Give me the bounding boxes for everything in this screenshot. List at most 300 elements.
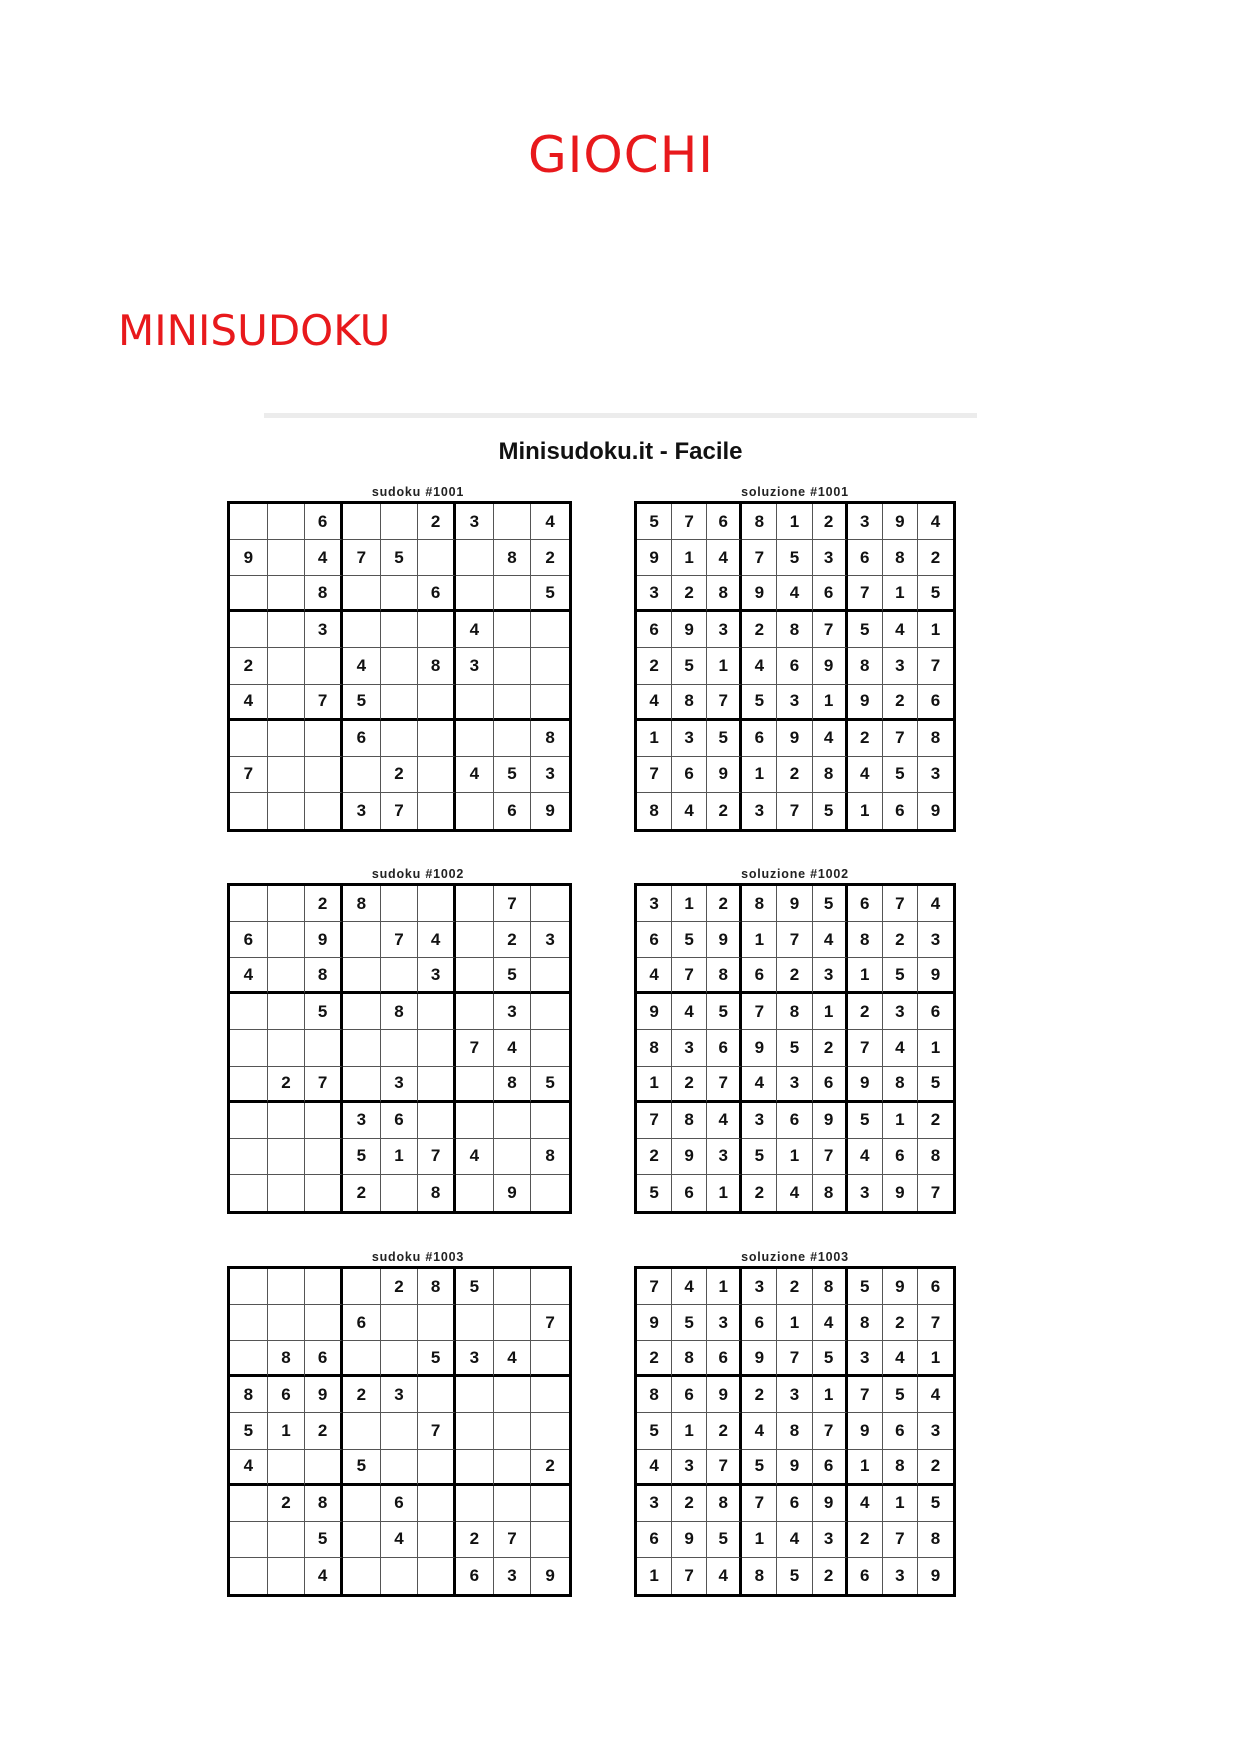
sudoku-cell: [456, 922, 494, 958]
sudoku-cell: 4: [456, 612, 494, 648]
sudoku-cell: 4: [672, 994, 707, 1030]
sudoku-sheet-image: [243, 410, 977, 1610]
sudoku-cell: 1: [883, 576, 918, 612]
sudoku-cell: 2: [918, 1450, 953, 1486]
sudoku-cell: 5: [848, 612, 883, 648]
sudoku-cell: 5: [813, 1341, 848, 1377]
sudoku-cell: 4: [230, 1450, 268, 1486]
sudoku-cell: [456, 1103, 494, 1139]
sudoku-cell: 4: [777, 1175, 812, 1211]
sudoku-cell: 7: [883, 886, 918, 922]
sudoku-cell: [418, 886, 456, 922]
sudoku-cell: 6: [305, 1341, 343, 1377]
sudoku-cell: 6: [707, 1341, 742, 1377]
sudoku-cell: [268, 648, 306, 684]
sudoku-cell: 4: [672, 1269, 707, 1305]
sudoku-cell: 5: [381, 540, 419, 576]
sudoku-cell: [381, 685, 419, 721]
sudoku-cell: 5: [343, 1139, 381, 1175]
sudoku-cell: [381, 958, 419, 994]
sudoku-cell: 7: [707, 1067, 742, 1103]
sudoku-cell: [381, 576, 419, 612]
sudoku-cell: 4: [742, 1067, 777, 1103]
sudoku-cell: 4: [742, 1413, 777, 1449]
sudoku-cell: 3: [343, 793, 381, 829]
sudoku-cell: 3: [531, 922, 569, 958]
sudoku-cell: 5: [637, 504, 672, 540]
sudoku-cell: 8: [707, 958, 742, 994]
sudoku-cell: 5: [230, 1413, 268, 1449]
sudoku-cell: [418, 1103, 456, 1139]
sudoku-cell: 5: [672, 922, 707, 958]
sudoku-cell: 2: [305, 886, 343, 922]
sudoku-cell: [456, 1413, 494, 1449]
sudoku-cell: 5: [707, 994, 742, 1030]
sudoku-cell: 4: [883, 1341, 918, 1377]
sudoku-cell: [381, 1341, 419, 1377]
sudoku-cell: 8: [418, 1175, 456, 1211]
sudoku-cell: 7: [637, 757, 672, 793]
sudoku-cell: 9: [230, 540, 268, 576]
sudoku-cell: [230, 1175, 268, 1211]
sudoku-cell: [381, 721, 419, 757]
grid-caption: sudoku #1003: [371, 1250, 465, 1264]
sudoku-cell: [343, 576, 381, 612]
sudoku-cell: [456, 540, 494, 576]
sudoku-cell: 2: [637, 1139, 672, 1175]
sudoku-cell: 4: [343, 648, 381, 684]
sudoku-cell: 7: [531, 1305, 569, 1341]
sudoku-cell: 8: [531, 1139, 569, 1175]
sudoku-cell: 9: [930, 800, 941, 820]
sudoku-cell: 7: [637, 1269, 672, 1305]
page-title: GIOCHI: [527, 126, 715, 184]
sudoku-cell: 2: [305, 1413, 343, 1449]
grid-caption: sudoku #1001: [371, 485, 465, 499]
sudoku-cell: 9: [672, 1522, 707, 1558]
sudoku-cell: 5: [637, 1413, 672, 1449]
sudoku-cell: [268, 1522, 306, 1558]
sudoku-cell: 2: [742, 612, 777, 648]
grid-caption: sudoku #1002: [371, 867, 465, 881]
sudoku-cell: [418, 612, 456, 648]
sudoku-cell: 6: [418, 576, 456, 612]
sudoku-cell: 3: [531, 757, 569, 793]
puzzle-1002-block: [227, 867, 572, 1214]
sudoku-cell: 5: [343, 685, 381, 721]
sudoku-cell: 9: [813, 1486, 848, 1522]
sudoku-cell: 1: [918, 1030, 953, 1066]
sudoku-cell: [456, 994, 494, 1030]
sudoku-cell: 9: [707, 757, 742, 793]
sudoku-cell: [381, 886, 419, 922]
sudoku-cell: [418, 1305, 456, 1341]
grid-caption: soluzione #1003: [741, 1250, 849, 1264]
sudoku-cell: 2: [918, 540, 953, 576]
sudoku-cell: 4: [848, 1139, 883, 1175]
sudoku-cell: 3: [883, 1558, 918, 1594]
sudoku-cell: 4: [305, 1558, 343, 1594]
sudoku-cell: 2: [381, 1269, 419, 1305]
sudoku-cell: 6: [777, 1103, 812, 1139]
sudoku-cell: 4: [883, 612, 918, 648]
sudoku-cell: 5: [456, 1269, 494, 1305]
sudoku-cell: 9: [637, 994, 672, 1030]
sudoku-cell: 9: [777, 721, 812, 757]
sudoku-cell: 3: [381, 1067, 419, 1103]
sudoku-cell: [494, 1103, 532, 1139]
sudoku-cell: 8: [883, 1450, 918, 1486]
sudoku-cell: 2: [418, 504, 456, 540]
sudoku-cell: 8: [848, 1305, 883, 1341]
sudoku-cell: [343, 1522, 381, 1558]
sudoku-cell: [268, 1175, 306, 1211]
sudoku-cell: [531, 612, 569, 648]
sudoku-cell: 2: [637, 1341, 672, 1377]
sudoku-cell: 6: [848, 540, 883, 576]
sudoku-cell: [305, 1175, 343, 1211]
sudoku-cell: 7: [230, 757, 268, 793]
sudoku-cell: 6: [456, 1558, 494, 1594]
sudoku-cell: 9: [777, 886, 812, 922]
sudoku-cell: 5: [707, 721, 742, 757]
sudoku-cell: 2: [230, 648, 268, 684]
sudoku-cell: 1: [637, 721, 672, 757]
sudoku-cell: [531, 685, 569, 721]
sudoku-cell: 3: [456, 1341, 494, 1377]
sudoku-cell: 1: [742, 922, 777, 958]
sudoku-cell: 2: [883, 685, 918, 721]
sudoku-cell: [343, 1486, 381, 1522]
sudoku-cell: 2: [531, 540, 569, 576]
sudoku-cell: 9: [883, 1175, 918, 1211]
sudoku-cell: 4: [637, 685, 672, 721]
sudoku-cell: 7: [343, 540, 381, 576]
sudoku-cell: 7: [777, 922, 812, 958]
sudoku-cell: [418, 1030, 456, 1066]
sudoku-cell: 9: [883, 504, 918, 540]
sudoku-cell: 8: [494, 540, 532, 576]
sudoku-cell: [381, 648, 419, 684]
sudoku-cell: [456, 958, 494, 994]
sudoku-cell: 6: [494, 793, 532, 829]
sudoku-cell: 9: [848, 1413, 883, 1449]
sudoku-cell: 1: [813, 685, 848, 721]
sudoku-cell: [531, 994, 569, 1030]
sudoku-cell: 6: [742, 958, 777, 994]
sudoku-cell: [305, 648, 343, 684]
sudoku-cell: 5: [883, 757, 918, 793]
sudoku-cell: 9: [637, 540, 672, 576]
sudoku-cell: [305, 1103, 343, 1139]
sudoku-cell: [343, 612, 381, 648]
sudoku-cell: 7: [813, 1413, 848, 1449]
sudoku-cell: 8: [813, 1175, 848, 1211]
sudoku-cell: [268, 958, 306, 994]
sudoku-cell: 2: [672, 1067, 707, 1103]
sudoku-cell: 6: [813, 1450, 848, 1486]
sudoku-cell: 2: [918, 1103, 953, 1139]
section-title: MINISUDOKU: [118, 306, 391, 355]
sudoku-cell: [418, 994, 456, 1030]
sudoku-cell: 6: [343, 1305, 381, 1341]
puzzle-1003-block: [227, 1250, 572, 1597]
sudoku-cell: [230, 793, 268, 829]
sudoku-cell: 3: [777, 1067, 812, 1103]
sudoku-cell: 3: [918, 757, 953, 793]
sudoku-cell: 5: [813, 793, 848, 829]
sudoku-cell: [230, 1030, 268, 1066]
sudoku-cell: 5: [531, 1067, 569, 1103]
sudoku-cell: [418, 1450, 456, 1486]
sudoku-cell: [268, 1139, 306, 1175]
sudoku-cell: [230, 1486, 268, 1522]
sudoku-cell: 5: [494, 958, 532, 994]
sudoku-cell: 9: [742, 1341, 777, 1377]
sudoku-cell: [494, 504, 532, 540]
sudoku-cell: [456, 1377, 494, 1413]
sudoku-cell: 8: [305, 1486, 343, 1522]
sudoku-cell: 4: [637, 1450, 672, 1486]
sudoku-cell: 2: [777, 757, 812, 793]
sudoku-cell: 3: [637, 1486, 672, 1522]
sudoku-cell: [268, 612, 306, 648]
sudoku-cell: 7: [742, 1486, 777, 1522]
sudoku-cell: 3: [813, 958, 848, 994]
sudoku-cell: 8: [707, 576, 742, 612]
sudoku-cell: 2: [707, 793, 742, 829]
sudoku-cell: [418, 540, 456, 576]
sudoku-cell: 8: [742, 886, 777, 922]
sudoku-cell: 7: [418, 1413, 456, 1449]
sudoku-cell: [531, 958, 569, 994]
sudoku-cell: 5: [742, 685, 777, 721]
sudoku-cell: 2: [707, 886, 742, 922]
sudoku-cell: [456, 1067, 494, 1103]
sudoku-cell: 9: [742, 1030, 777, 1066]
sudoku-cell: 9: [930, 1565, 941, 1585]
sudoku-cell: 1: [848, 958, 883, 994]
sudoku-cell: 4: [883, 1030, 918, 1066]
sudoku-cell: 6: [707, 504, 742, 540]
sudoku-cell: 8: [305, 576, 343, 612]
sudoku-cell: [418, 1067, 456, 1103]
sudoku-cell: 2: [381, 757, 419, 793]
sudoku-cell: 1: [707, 1269, 742, 1305]
sudoku-cell: [268, 793, 306, 829]
sudoku-cell: 4: [848, 1486, 883, 1522]
sudoku-cell: 3: [456, 648, 494, 684]
sudoku-cell: 7: [813, 1139, 848, 1175]
sudoku-cell: [381, 1413, 419, 1449]
sudoku-cell: [268, 1558, 306, 1594]
sudoku-cell: 8: [848, 648, 883, 684]
sudoku-cell: 4: [777, 576, 812, 612]
sudoku-cell: 3: [742, 1103, 777, 1139]
sudoku-cell: 7: [883, 721, 918, 757]
sudoku-cell: 6: [742, 721, 777, 757]
sudoku-cell: 8: [672, 1341, 707, 1377]
sudoku-cell: 8: [707, 1486, 742, 1522]
sudoku-cell: [531, 1103, 569, 1139]
sudoku-cell: 7: [494, 1522, 532, 1558]
sudoku-cell: [230, 1305, 268, 1341]
sudoku-cell: [230, 612, 268, 648]
sudoku-cell: 5: [777, 540, 812, 576]
sudoku-cell: [305, 1269, 343, 1305]
sudoku-cell: 3: [742, 1269, 777, 1305]
sudoku-cell: 9: [305, 922, 343, 958]
sudoku-cell: 4: [707, 540, 742, 576]
sudoku-cell: [494, 1450, 532, 1486]
sudoku-cell: 9: [672, 612, 707, 648]
sudoku-cell: 2: [672, 576, 707, 612]
sudoku-cell: [381, 1558, 419, 1594]
sudoku-cell: 5: [672, 648, 707, 684]
sudoku-cell: 6: [813, 1067, 848, 1103]
sudoku-cell: [531, 648, 569, 684]
sudoku-cell: 2: [531, 1450, 569, 1486]
sudoku-cell: 7: [742, 540, 777, 576]
sudoku-cell: [268, 721, 306, 757]
sudoku-cell: [494, 1413, 532, 1449]
sudoku-cell: 7: [305, 685, 343, 721]
sudoku-cell: [343, 1558, 381, 1594]
sudoku-cell: 7: [637, 1103, 672, 1139]
sudoku-cell: 4: [230, 958, 268, 994]
solution-1003-block: [634, 1250, 956, 1597]
sudoku-cell: 9: [494, 1175, 532, 1211]
sudoku-cell: 3: [777, 1377, 812, 1413]
sudoku-cell: 6: [672, 1175, 707, 1211]
sudoku-cell: [230, 1522, 268, 1558]
sudoku-cell: 1: [637, 1558, 672, 1594]
sudoku-cell: [418, 1522, 456, 1558]
sudoku-cell: [381, 1175, 419, 1211]
sudoku-cell: 2: [848, 994, 883, 1030]
sudoku-cell: [230, 886, 268, 922]
sudoku-cell: 7: [707, 1450, 742, 1486]
sheet-top-bar: [264, 413, 977, 418]
sudoku-cell: [268, 540, 306, 576]
sudoku-cell: [268, 886, 306, 922]
sudoku-cell: [230, 1103, 268, 1139]
sudoku-cell: 2: [813, 1558, 848, 1594]
sudoku-cell: [531, 1030, 569, 1066]
sudoku-cell: 9: [637, 1305, 672, 1341]
sudoku-cell: 5: [777, 1030, 812, 1066]
sudoku-cell: 2: [268, 1486, 306, 1522]
sudoku-cell: 8: [777, 994, 812, 1030]
sudoku-cell: 6: [637, 1522, 672, 1558]
sudoku-cell: 4: [456, 757, 494, 793]
sudoku-cell: 8: [637, 1030, 672, 1066]
sudoku-cell: 9: [918, 958, 953, 994]
sudoku-cell: [343, 1269, 381, 1305]
sudoku-cell: 6: [381, 1486, 419, 1522]
sudoku-cell: 7: [848, 1030, 883, 1066]
sudoku-cell: 4: [848, 757, 883, 793]
sudoku-cell: [230, 1139, 268, 1175]
sudoku-cell: [230, 1269, 268, 1305]
sudoku-cell: 8: [813, 1269, 848, 1305]
sudoku-cell: [494, 1305, 532, 1341]
puzzle-1002-grid: [227, 883, 572, 1214]
sudoku-cell: 4: [531, 504, 569, 540]
grid-caption: soluzione #1002: [741, 867, 849, 881]
solution-1002-block: [634, 867, 956, 1214]
sudoku-cell: 8: [918, 721, 953, 757]
sheet-title: Minisudoku.it - Facile: [498, 438, 743, 465]
sudoku-cell: [230, 1341, 268, 1377]
sudoku-cell: [456, 793, 494, 829]
sudoku-cell: 7: [918, 1305, 953, 1341]
sudoku-cell: 8: [343, 886, 381, 922]
sudoku-cell: 5: [418, 1341, 456, 1377]
sudoku-cell: 4: [418, 922, 456, 958]
sudoku-cell: [230, 576, 268, 612]
sudoku-cell: [268, 922, 306, 958]
sudoku-cell: [268, 1103, 306, 1139]
sudoku-cell: 3: [813, 540, 848, 576]
sudoku-cell: 5: [918, 1067, 953, 1103]
sudoku-cell: [230, 504, 268, 540]
sudoku-cell: [456, 1450, 494, 1486]
sudoku-cell: 7: [777, 793, 812, 829]
puzzle-1001-block: [227, 485, 572, 832]
sudoku-cell: [305, 721, 343, 757]
sudoku-cell: 4: [918, 504, 953, 540]
sudoku-cell: [494, 685, 532, 721]
sudoku-cell: 9: [707, 922, 742, 958]
sudoku-cell: [343, 757, 381, 793]
sudoku-cell: 3: [456, 504, 494, 540]
sudoku-cell: 1: [813, 1377, 848, 1413]
sudoku-cell: 9: [848, 685, 883, 721]
puzzle-1001-grid: [227, 501, 572, 832]
sudoku-cell: 5: [305, 1522, 343, 1558]
sudoku-cell: [418, 1558, 456, 1594]
sudoku-cell: 4: [494, 1030, 532, 1066]
sudoku-cell: 7: [918, 648, 953, 684]
sudoku-cell: 3: [707, 1305, 742, 1341]
sudoku-cell: 2: [883, 1305, 918, 1341]
sudoku-cell: 2: [494, 922, 532, 958]
sudoku-cell: [343, 504, 381, 540]
sudoku-cell: 5: [848, 1269, 883, 1305]
sudoku-cell: [305, 793, 343, 829]
sudoku-cell: [494, 1269, 532, 1305]
sudoku-cell: 2: [813, 504, 848, 540]
sudoku-cell: 8: [418, 648, 456, 684]
sudoku-cell: [230, 1067, 268, 1103]
sudoku-cell: 4: [813, 922, 848, 958]
sudoku-cell: 7: [418, 1139, 456, 1175]
sudoku-cell: 3: [742, 793, 777, 829]
sudoku-cell: 3: [848, 1175, 883, 1211]
sudoku-cell: 8: [742, 1558, 777, 1594]
sudoku-cell: [456, 721, 494, 757]
sudoku-cell: 7: [672, 504, 707, 540]
sudoku-cell: 7: [456, 1030, 494, 1066]
sudoku-cell: [268, 1030, 306, 1066]
sudoku-cell: 8: [918, 1522, 953, 1558]
sudoku-cell: 2: [672, 1486, 707, 1522]
sudoku-cell: 3: [918, 1413, 953, 1449]
sudoku-cell: 7: [777, 1341, 812, 1377]
sudoku-cell: 3: [381, 1377, 419, 1413]
sudoku-cell: [531, 886, 569, 922]
